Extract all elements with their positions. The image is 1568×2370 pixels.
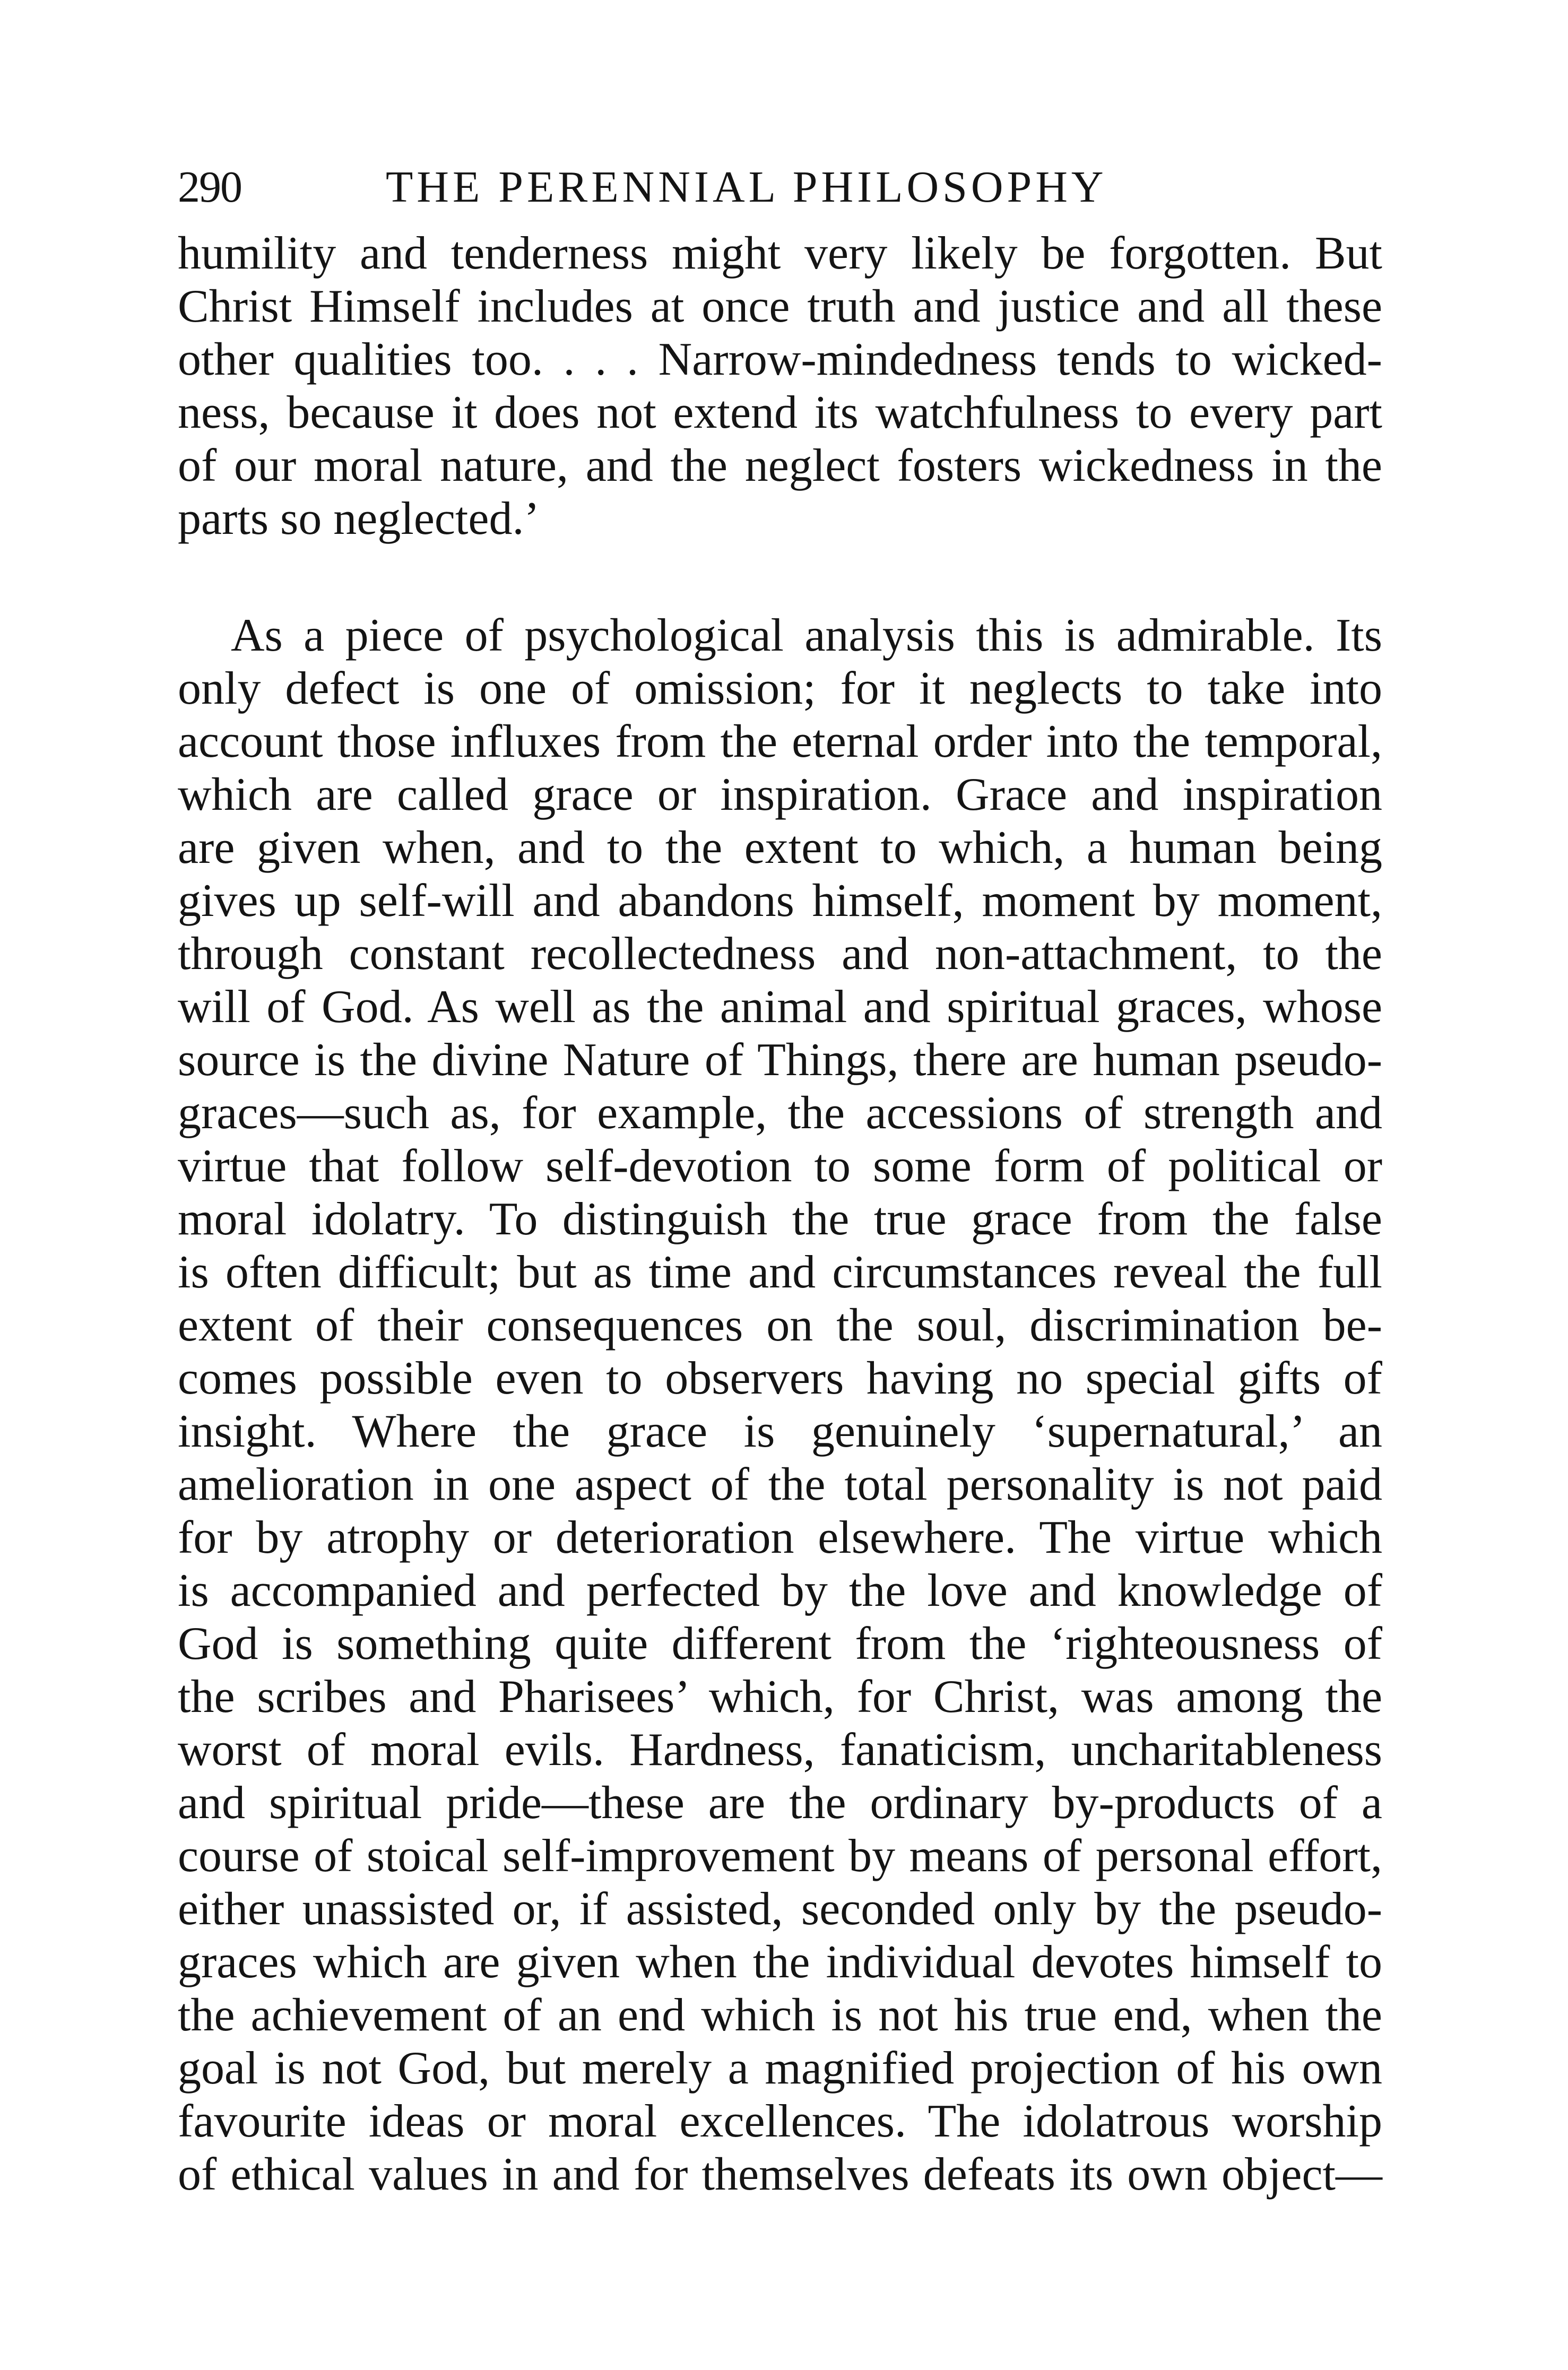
paragraph-spacer [178, 546, 1382, 609]
text-line: will of God. As well as the animal and spiritual graces, whose [178, 981, 1382, 1033]
text-line: course of stoical self-improvement by means of personal effort, [178, 1830, 1382, 1882]
body-text [178, 227, 1382, 2201]
running-title: THE PERENNIAL PHILOSOPHY [386, 162, 1107, 212]
text-line: is accompanied and perfected by the love and knowledge of [178, 1565, 1382, 1616]
text-line: worst of moral evils. Hardness, fanaticism, uncharitableness [178, 1724, 1382, 1776]
text-line: of ethical values in and for themselves defeats its own object— [178, 2149, 1382, 2200]
text-line: the achievement of an end which is not his true end, when the [178, 1990, 1382, 2041]
text-line: which are called grace or inspiration. Grace and inspiration [178, 769, 1382, 820]
text-line: account those influxes from the eternal order into the temporal, [178, 716, 1382, 767]
text-line: insight. Where the grace is genuinely ‘supernatural,’ an [178, 1406, 1382, 1457]
text-line: the scribes and Pharisees’ which, for Christ, was among the [178, 1671, 1382, 1723]
text-line: and spiritual pride—these are the ordinary by-products of a [178, 1777, 1382, 1829]
text-line: parts so neglected.’ [178, 493, 540, 544]
text-line: source is the divine Nature of Things, there are human pseudo- [178, 1034, 1382, 1086]
text-line: moral idolatry. To distinguish the true grace from the false [178, 1193, 1382, 1245]
text-line: ness, because it does not extend its watchfulness to every part [178, 387, 1382, 438]
text-line: either unassisted or, if assisted, seconded only by the pseudo- [178, 1883, 1382, 1935]
text-line: amelioration in one aspect of the total personality is not paid [178, 1459, 1382, 1510]
text-line: are given when, and to the extent to which, a human being [178, 822, 1382, 873]
running-head [178, 158, 1382, 217]
text-line: goal is not God, but merely a magnified projection of his own [178, 2043, 1382, 2094]
text-line: graces which are given when the individual devotes himself to [178, 1936, 1382, 1988]
text-line: only defect is one of omission; for it neglects to take into [178, 663, 1382, 714]
text-line: humility and tenderness might very likely be forgotten. But [178, 228, 1382, 279]
paragraph-continued-quote [178, 227, 1382, 546]
text-line: for by atrophy or deterioration elsewhere. The virtue which [178, 1512, 1382, 1563]
text-line: other qualities too. . . . Narrow-mindedness tends to wicked- [178, 334, 1382, 385]
text-line: extent of their consequences on the soul, discrimination be- [178, 1300, 1382, 1351]
text-line: virtue that follow self-devotion to some form of political or [178, 1140, 1382, 1192]
text-line: As a piece of psychological analysis this is admirable. Its [231, 610, 1382, 661]
text-line: is often difficult; but as time and circumstances reveal the full [178, 1247, 1382, 1298]
text-line: through constant recollectedness and non-attachment, to the [178, 928, 1382, 980]
text-line: God is something quite different from the ‘righteousness of [178, 1618, 1382, 1670]
text-line: of our moral nature, and the neglect fosters wickedness in the [178, 440, 1382, 491]
paragraph-analysis [178, 609, 1382, 2201]
text-line: Christ Himself includes at once truth and justice and all these [178, 281, 1382, 332]
text-line: gives up self-will and abandons himself, moment by moment, [178, 875, 1382, 927]
text-line: comes possible even to observers having no special gifts of [178, 1353, 1382, 1404]
text-line: favourite ideas or moral excellences. The idolatrous worship [178, 2096, 1382, 2147]
text-line: graces—such as, for example, the accessions of strength and [178, 1087, 1382, 1139]
page-number: 290 [178, 162, 241, 212]
